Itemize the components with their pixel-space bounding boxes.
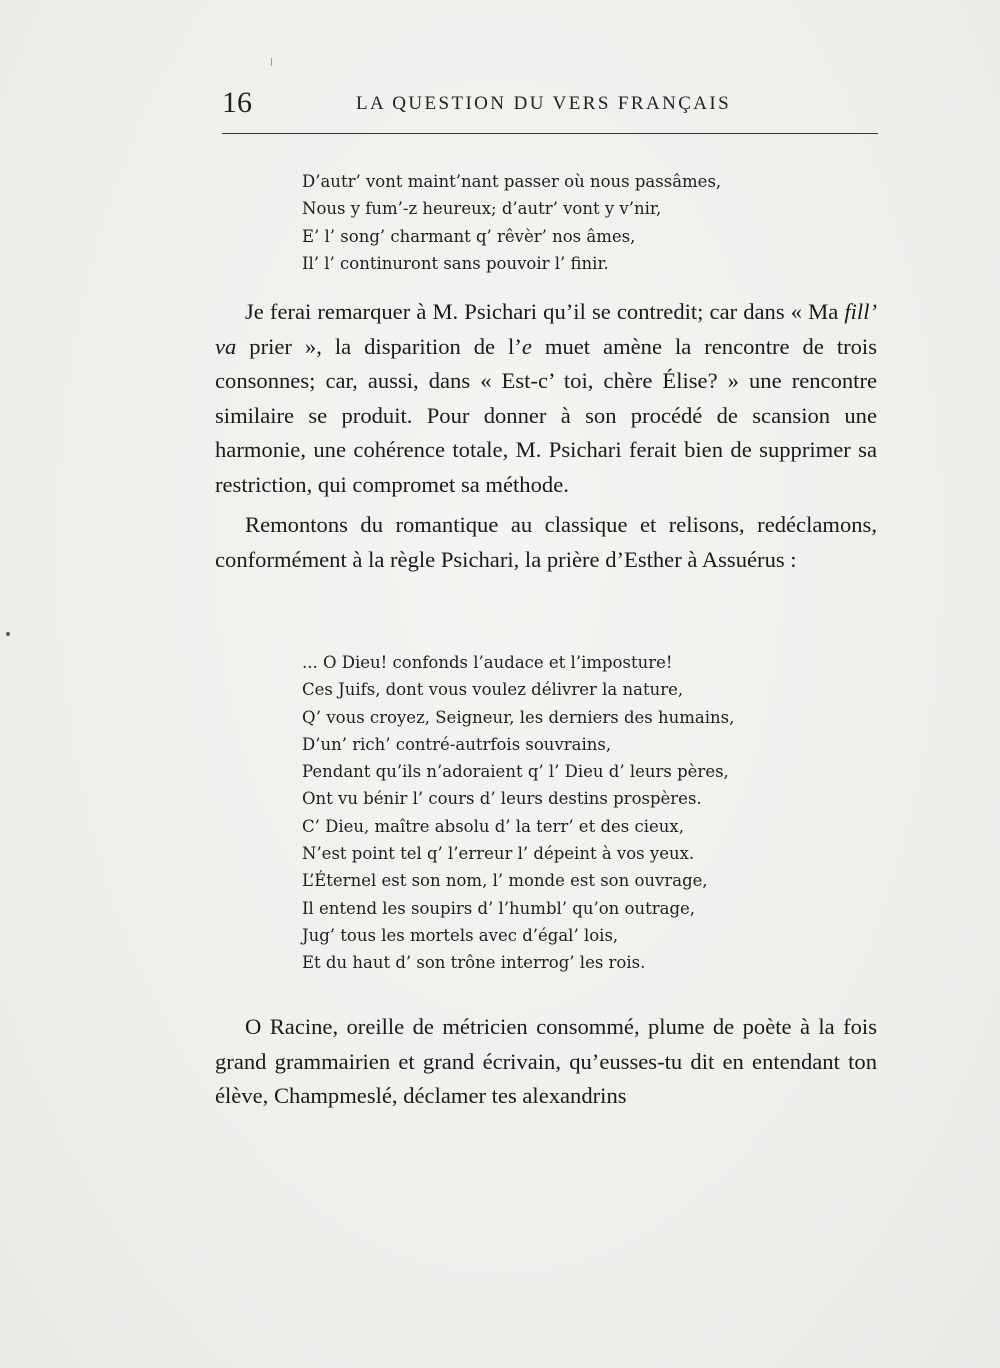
paragraph-remontons: Remontons du romantique au classique et relisons, redéclamons, conformément à la règle Psichari, la prière d’Esther à Assuérus : bbox=[215, 512, 877, 572]
verse-line: E’ l’ song’ charmant q’ rêvèr’ nos âmes, bbox=[302, 226, 636, 246]
verse-line: Et du haut d’ son trône interrog’ les rois. bbox=[302, 953, 646, 973]
margin-dot bbox=[6, 632, 10, 636]
verse-line: Jug’ tous les mortels avec d’égal’ lois, bbox=[302, 925, 619, 945]
body-text-2 bbox=[215, 1010, 877, 1114]
verse-line: Nous y fum’-z heureux; d’autr’ vont y v’nir, bbox=[302, 199, 662, 219]
italic-run: fill’ va bbox=[215, 299, 877, 359]
verse-line: C’ Dieu, maître absolu d’ la terr’ et des cieux, bbox=[302, 816, 684, 836]
body-text-1 bbox=[215, 295, 877, 577]
text-run: Je ferai remarquer à M. Psichari qu’il se contredit; car dans « Ma bbox=[245, 299, 845, 324]
verse-line: D’autr’ vont maint’nant passer où nous passâmes, bbox=[302, 172, 722, 191]
page-header bbox=[222, 86, 878, 126]
header-rule bbox=[222, 133, 878, 134]
verse-line: Il entend les soupirs d’ l’humbl’ qu’on outrage, bbox=[302, 898, 696, 918]
paragraph-racine: O Racine, oreille de métricien consommé, plume de poète à la fois grand grammairien et grand écrivain, qu’eusses-tu dit en entendant ton élève, Champmeslé, déclamer tes alexandrins bbox=[215, 1014, 877, 1108]
verse-quote-esther bbox=[302, 649, 734, 977]
paragraph-psichari bbox=[215, 295, 877, 502]
text-run: prier », la disparition de l’ bbox=[236, 333, 522, 359]
italic-run: e bbox=[521, 333, 532, 359]
verse-quote-1 bbox=[302, 168, 721, 277]
verse-line: N’est point tel q’ l’erreur l’ dépeint à vos yeux. bbox=[302, 844, 695, 864]
verse-line: D’un’ rich’ contré-autrfois souvrains, bbox=[302, 734, 612, 754]
verse-line: Q’ vous croyez, Seigneur, les derniers des humains, bbox=[302, 707, 735, 727]
verse-line: L’Éternel est son nom, l’ monde est son ouvrage, bbox=[302, 871, 708, 891]
verse-line: Ont vu bénir l’ cours d’ leurs destins prospères. bbox=[302, 789, 702, 809]
verse-line: Ces Juifs, dont vous voulez délivrer la nature, bbox=[302, 680, 684, 700]
verse-line: Il’ l’ continuront sans pouvoir l’ finir. bbox=[302, 253, 609, 273]
page-number: 16 bbox=[222, 86, 252, 119]
print-mark bbox=[271, 58, 272, 66]
verse-line: ... O Dieu! confonds l’audace et l’imposture! bbox=[302, 653, 673, 672]
text-run: muet amène la rencontre de trois consonnes; car, aussi, dans « Est-c’ toi, chère Élise? » une rencontre similaire se produit. Pour donner à son procédé de scansion une harmonie, une cohérence totale, M. Psichari ferait bien de supprimer sa restriction, qui compromet sa méthode. bbox=[215, 333, 878, 497]
verse-line: Pendant qu’ils n’adoraient q’ l’ Dieu d’ leurs pères, bbox=[302, 762, 729, 782]
running-title: LA QUESTION DU VERS FRANÇAIS bbox=[356, 93, 732, 114]
